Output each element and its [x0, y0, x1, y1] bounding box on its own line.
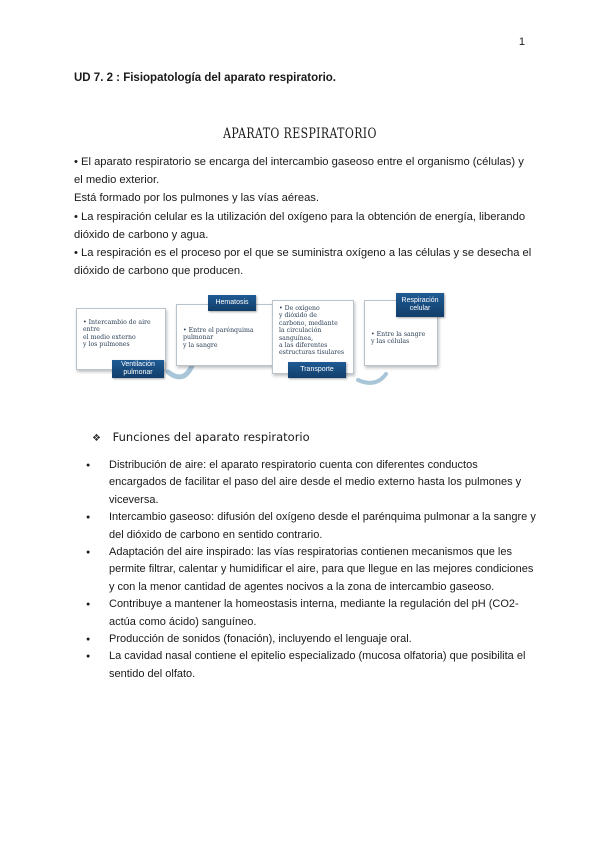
list-item: ● Distribución de aire: el aparato respiratorio cuenta con diferentes conductos encargados de facilitar el paso del aire desde el medio externo hasta los pulmones y viceversa.	[86, 457, 536, 509]
step-cellular-tag: Respiración celular	[396, 293, 444, 317]
arrow-3	[358, 374, 386, 383]
step-hematosis-box	[176, 304, 274, 366]
list-item: ● Contribuye a mantener la homeostasis interna, mediante la regulación del pH (CO2- actúa como ácido) sanguíneo.	[86, 596, 536, 631]
functions-heading	[92, 430, 310, 444]
step-hematosis-tag: Hematosis	[208, 295, 256, 311]
step-hematosis-text: • Entre el parénquima pulmonar y la sangre	[183, 327, 254, 349]
list-item: ● Producción de sonidos (fonación), incluyendo el lenguaje oral.	[86, 631, 536, 648]
intro-paragraph-1: • El aparato respiratorio se encarga del intercambio gaseoso entre el organismo (células) y el medio exterior.	[74, 156, 524, 187]
step-cellular-text: • Entre la sangre y las células	[371, 331, 426, 346]
intro-paragraph-3: • La respiración celular es la utilización del oxígeno para la obtención de energía, liberando dióxido de carbono y agua.	[74, 210, 526, 241]
step-ventilation-text: • Intercambio de aire entre el medio externo y los pulmones	[83, 319, 151, 349]
diamond-bullet-icon: ❖	[92, 433, 101, 444]
list-item: ● La cavidad nasal contiene el epitelio especializado (mucosa olfatoria) que posibilita el sentido del olfato.	[86, 648, 536, 683]
respiration-process-diagram	[76, 290, 536, 390]
list-item: ● Intercambio gaseoso: difusión del oxígeno desde el parénquima pulmonar a la sangre y del dióxido de carbono en sentido contrario.	[86, 509, 536, 544]
intro-text	[74, 153, 534, 280]
intro-paragraph-2: Está formado por los pulmones y las vías aéreas.	[74, 192, 319, 205]
unit-title: UD 7. 2 : Fisiopatología del aparato respiratorio.	[74, 72, 336, 84]
page-number: 1	[518, 36, 525, 48]
functions-list	[86, 457, 536, 683]
document-title: APARATO RESPIRATORIO	[223, 126, 377, 142]
step-transport-text: • De oxígeno y dióxido de carbono, mediante la circulación sanguínea, a las diferentes estructuras tisulares	[279, 305, 345, 357]
intro-paragraph-4: • La respiración es el proceso por el que se suministra oxígeno a las células y se desecha el dióxido de carbono que producen.	[74, 247, 532, 278]
functions-heading-text: Funciones del aparato respiratorio	[112, 430, 310, 444]
list-item: ● Adaptación del aire inspirado: las vías respiratorias contienen mecanismos que les permite filtrar, calentar y humidificar el aire, para que llegue en las mejores condiciones y con la menor cantidad de agentes nocivos a la zona de intercambio gaseoso.	[86, 544, 536, 596]
step-ventilation-tag: Ventilación pulmonar	[112, 360, 164, 378]
step-transport-tag: Transporte	[288, 362, 346, 378]
